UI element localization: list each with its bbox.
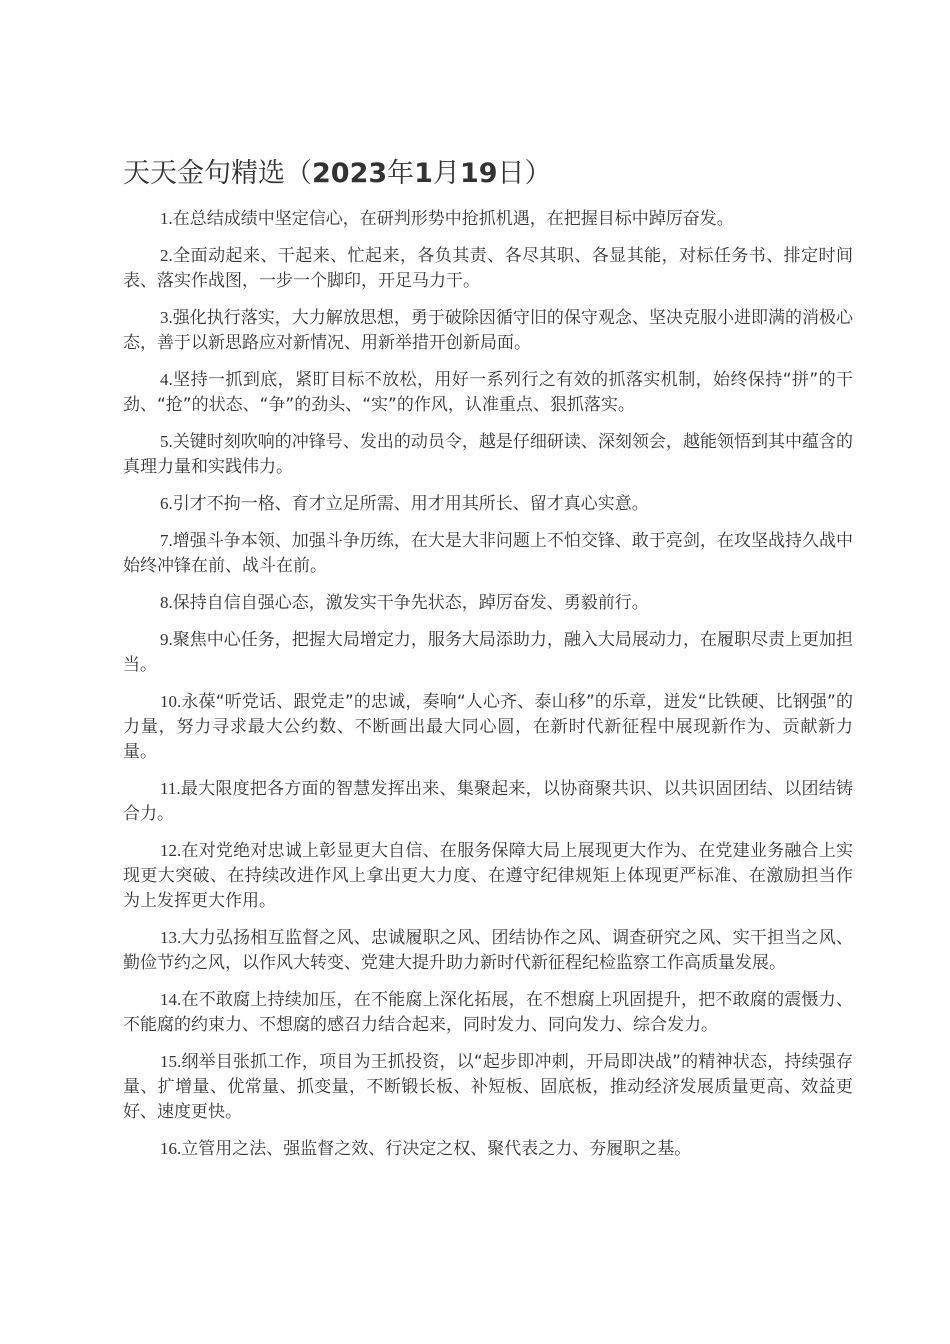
list-item xyxy=(123,206,853,232)
list-item xyxy=(123,305,853,356)
item-number: 4. xyxy=(160,370,173,389)
list-item xyxy=(123,528,853,579)
title-year: 2023 xyxy=(312,158,388,189)
item-number: 5. xyxy=(160,432,173,451)
item-text: 引才不拘一格、育才立足所需、用才用其所长、留才真心实意。 xyxy=(172,494,649,514)
item-number: 6. xyxy=(160,494,173,513)
title-month-unit: 月 xyxy=(432,158,460,189)
list-item xyxy=(123,925,853,976)
list-item xyxy=(123,838,853,914)
item-number: 2. xyxy=(160,246,173,265)
list-item xyxy=(123,987,853,1038)
list-item xyxy=(123,491,853,517)
list-item xyxy=(123,776,853,827)
list-item xyxy=(123,367,853,418)
item-number: 13. xyxy=(160,928,182,947)
item-text: 在不敢腐上持续加压，在不能腐上深化拓展，在不想腐上巩固提升，把不敢腐的震慑力、不能腐的约束力、不想腐的感召力结合起来，同时发力、同向发力、综合发力。 xyxy=(123,990,853,1035)
list-item xyxy=(123,627,853,678)
page-title xyxy=(123,154,552,194)
list-item xyxy=(123,1136,853,1162)
title-day: 19 xyxy=(459,158,498,189)
list-item xyxy=(123,590,853,616)
item-text: 大力弘扬相互监督之风、忠诚履职之风、团结协作之风、调查研究之风、实干担当之风、勤俭节约之风，以作风大转变、党建大提升助力新时代新征程纪检监察工作高质量发展。 xyxy=(123,928,853,973)
title-suffix: 日） xyxy=(497,158,552,189)
item-text: 强化执行落实，大力解放思想，勇于破除因循守旧的保守观念、坚决克服小进即满的消极心态，善于以新思路应对新情况、用新举措开创新局面。 xyxy=(123,308,853,353)
item-number: 14. xyxy=(160,990,182,1009)
item-text: 最大限度把各方面的智慧发挥出来、集聚起来，以协商聚共识、以共识固团结、以团结铸合力。 xyxy=(123,779,853,824)
item-number: 3. xyxy=(160,308,173,327)
item-number: 11. xyxy=(160,779,181,798)
item-number: 8. xyxy=(160,593,173,612)
item-number: 9. xyxy=(160,630,173,649)
item-text: 增强斗争本领、加强斗争历练，在大是大非问题上不怕交锋、敢于亮剑，在攻坚战持久战中始终冲锋在前、战斗在前。 xyxy=(123,531,853,576)
list-item xyxy=(123,429,853,480)
title-year-unit: 年 xyxy=(387,158,415,189)
item-number: 12. xyxy=(160,841,182,860)
item-text: 纲举目张抓工作，项目为王抓投资，以“起步即冲刺，开局即决战”的精神状态，持续强存量、扩增量、优常量、抓变量，不断锻长板、补短板、固底板，推动经济发展质量更高、效益更好、速度更快。 xyxy=(123,1052,853,1122)
item-number: 15. xyxy=(160,1052,182,1071)
item-text: 永葆“听党话、跟党走”的忠诚，奏响“人心齐、泰山移”的乐章，迸发“比铁硬、比钢强”的力量，努力寻求最大公约数、不断画出最大同心圆，在新时代新征程中展现新作为、贡献新力量。 xyxy=(123,692,853,762)
item-number: 16. xyxy=(160,1139,182,1158)
item-text: 立管用之法、强监督之效、行决定之权、聚代表之力、夯履职之基。 xyxy=(181,1139,692,1159)
item-text: 在总结成绩中坚定信心，在研判形势中抢抓机遇，在把握目标中踔厉奋发。 xyxy=(172,209,734,229)
item-text: 在对党绝对忠诚上彰显更大自信、在服务保障大局上展现更大作为、在党建业务融合上实现更大突破、在持续改进作风上拿出更大力度、在遵守纪律规矩上体现更严标准、在激励担当作为上发挥更大作用。 xyxy=(123,841,853,911)
item-number: 10. xyxy=(160,692,182,711)
item-text: 聚焦中心任务，把握大局增定力，服务大局添助力，融入大局展动力，在履职尽责上更加担当。 xyxy=(123,630,853,675)
item-text: 保持自信自强心态，激发实干争先状态，踔厉奋发、勇毅前行。 xyxy=(172,593,649,613)
list-item xyxy=(123,689,853,765)
item-text: 关键时刻吹响的冲锋号、发出的动员令，越是仔细研读、深刻领会，越能领悟到其中蕴含的真理力量和实践伟力。 xyxy=(123,432,853,477)
list-item xyxy=(123,243,853,294)
title-prefix: 天天金句精选（ xyxy=(123,158,312,189)
list-item xyxy=(123,1049,853,1125)
item-number: 7. xyxy=(160,531,173,550)
item-text: 全面动起来、干起来、忙起来，各负其责、各尽其职、各显其能，对标任务书、排定时间表、落实作战图，一步一个脚印，开足马力干。 xyxy=(123,246,853,291)
document-body xyxy=(123,206,853,1173)
item-text: 坚持一抓到底，紧盯目标不放松，用好一系列行之有效的抓落实机制，始终保持“拼”的干劲、“抢”的状态、“争”的劲头、“实”的作风，认准重点、狠抓落实。 xyxy=(123,370,853,415)
title-month: 1 xyxy=(414,158,433,189)
item-number: 1. xyxy=(160,209,173,228)
